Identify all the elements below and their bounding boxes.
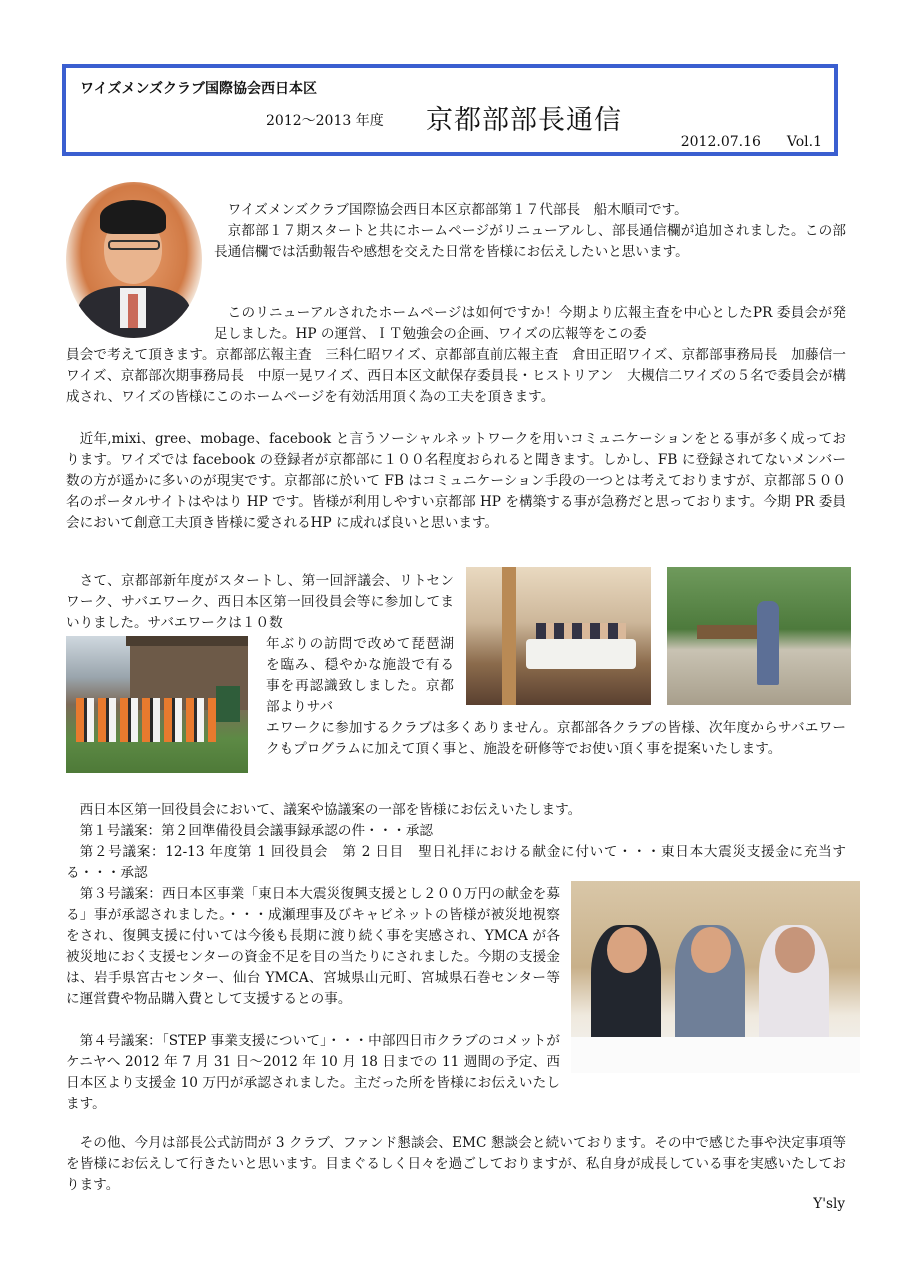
renewal-paragraph: 京都部１７期スタートと共にホームページがリニューアルし、部長通信欄が追加されました。この部長通信欄では活動報告や感想を交えた日常を皆様にお伝えしたいと思います。: [214, 223, 846, 260]
issue-info: [681, 134, 822, 150]
fiscal-year: 2012～2013 年度: [266, 113, 384, 129]
header-box: [62, 64, 838, 156]
issue-date: 2012.07.16: [680, 134, 761, 150]
pr-committee-paragraph-start: このリニューアルされたホームページは如何ですか！今期より広報主査を中心としたPR 委員会が発足しました。HP の運営、ＩＴ勉強会の企画、ワイズの広報等をこの委: [214, 305, 846, 342]
signature: Y'sly: [813, 1196, 845, 1212]
pr-committee-paragraph-cont: 員会で考えて頂きます。京都部広報主査 三科仁昭ワイズ、京都部直前広報主査 倉田正昭ワイズ、京都部事務局長 加藤信一ワイズ、京都部次期事務局長 中原一晃ワイズ、西日本区文献保存委員長・ヒストリアン 大槻信二ワイズの５名で委員会が構成され、ワイズの皆様にこのホームページを有効活用頂く為の工夫を頂きます。: [66, 347, 846, 405]
issue-volume: Vol.1: [786, 134, 822, 150]
intro-paragraph: ワイズメンズクラブ国際協会西日本区京都部第１７代部長 船木順司です。: [227, 202, 688, 218]
sabae-work-paragraph-start: さて、京都部新年度がスタートし、第一回評議会、リトセンワーク、サバエワーク、西日本区第一回役員会等に参加してまいりました。サバエワークは１０数: [66, 573, 454, 631]
agenda-item-1: 第１号議案：第２回準備役員会議事録承認の件・・・承認: [79, 823, 434, 839]
agenda-item-4: 第４号議案：「STEP 事業支援について」・・・中部四日市クラブのコメットがケニヤへ 2012 年 7 月 31 日～2012 年 10 月 18 日までの 11 週間の予定、西日本区より支援金 10 万円が承認されました。主だった所を皆様にお伝えいたします。: [66, 1033, 560, 1112]
outdoor-speaker-photo: [667, 567, 851, 705]
sabae-work-paragraph-mid: 年ぶりの訪問で改めて琵琶湖を臨み、穏やかな施設で有る事を再認識致しました。京都部よりサバ: [266, 636, 454, 715]
panel-discussion-photo: [571, 881, 860, 1073]
org-name: ワイズメンズクラブ国際協会西日本区: [80, 81, 318, 97]
agenda-item-3: 第３号議案：西日本区事業「東日本大震災復興支援とし２００万円の献金を募る」事が承認されました。・・・成瀬理事及びキャビネットの皆様が被災地視察をされ、復興支援に付いては今後も長期に渡り続く事を実感され、YMCA が各被災地におく支援センターの資金不足を目の当たりにされました。今期の支援金は、岩手県宮古センター、仙台 YMCA、宮城県山元町、宮城県石巻センター等に運営費や物品購入費として支援するとの事。: [66, 886, 560, 1007]
author-portrait-photo: [66, 182, 202, 338]
meeting-room-photo: [466, 567, 651, 705]
group-outdoor-photo: [66, 636, 248, 773]
agenda-item-2: 第２号議案：12-13 年度第 1 回役員会 第 2 日目 聖日礼拝における献金に付いて・・・東日本大震災支援金に充当する・・・承認: [66, 844, 846, 881]
newsletter-title: 京都部部長通信: [426, 105, 622, 136]
sabae-work-paragraph-end: エワークに参加するクラブは多くありません。京都部各クラブの皆様、次年度からサバエワークもプログラムに加えて頂く事と、施設を研修等でお使い頂く事を提案いたします。: [266, 720, 846, 757]
board-meeting-intro: 西日本区第一回役員会において、議案や協議案の一部を皆様にお伝えいたします。: [79, 802, 582, 818]
closing-paragraph: その他、今月は部長公式訪問が 3 クラブ、ファンド懇談会、EMC 懇談会と続いております。その中で感じた事や決定事項等を皆様にお伝えして行きたいと思います。目まぐるしく日々を過ごしておりますが、私自身が成長している事を実感いたしております。: [66, 1135, 846, 1193]
social-network-paragraph: 近年,mixi、gree、mobage、facebook と言うソーシャルネットワークを用いコミュニケーションをとる事が多く成っております。ワイズでは facebook の登録者が京都部に１００名程度おられると聞きます。しかし、FB に登録されてないメンバー数の方が遥かに多いのが現実です。京都部に於いて FB はコミュニケーション手段の一つとは考えておりますが、京都部５００名のポータルサイトはやはり HP です。皆様が利用しやすい京都部 HP を構築する事が急務だと思っております。今期 PR 委員会において創意工夫頂き皆様に愛されるHP に成れば良いと思います。: [66, 431, 846, 531]
